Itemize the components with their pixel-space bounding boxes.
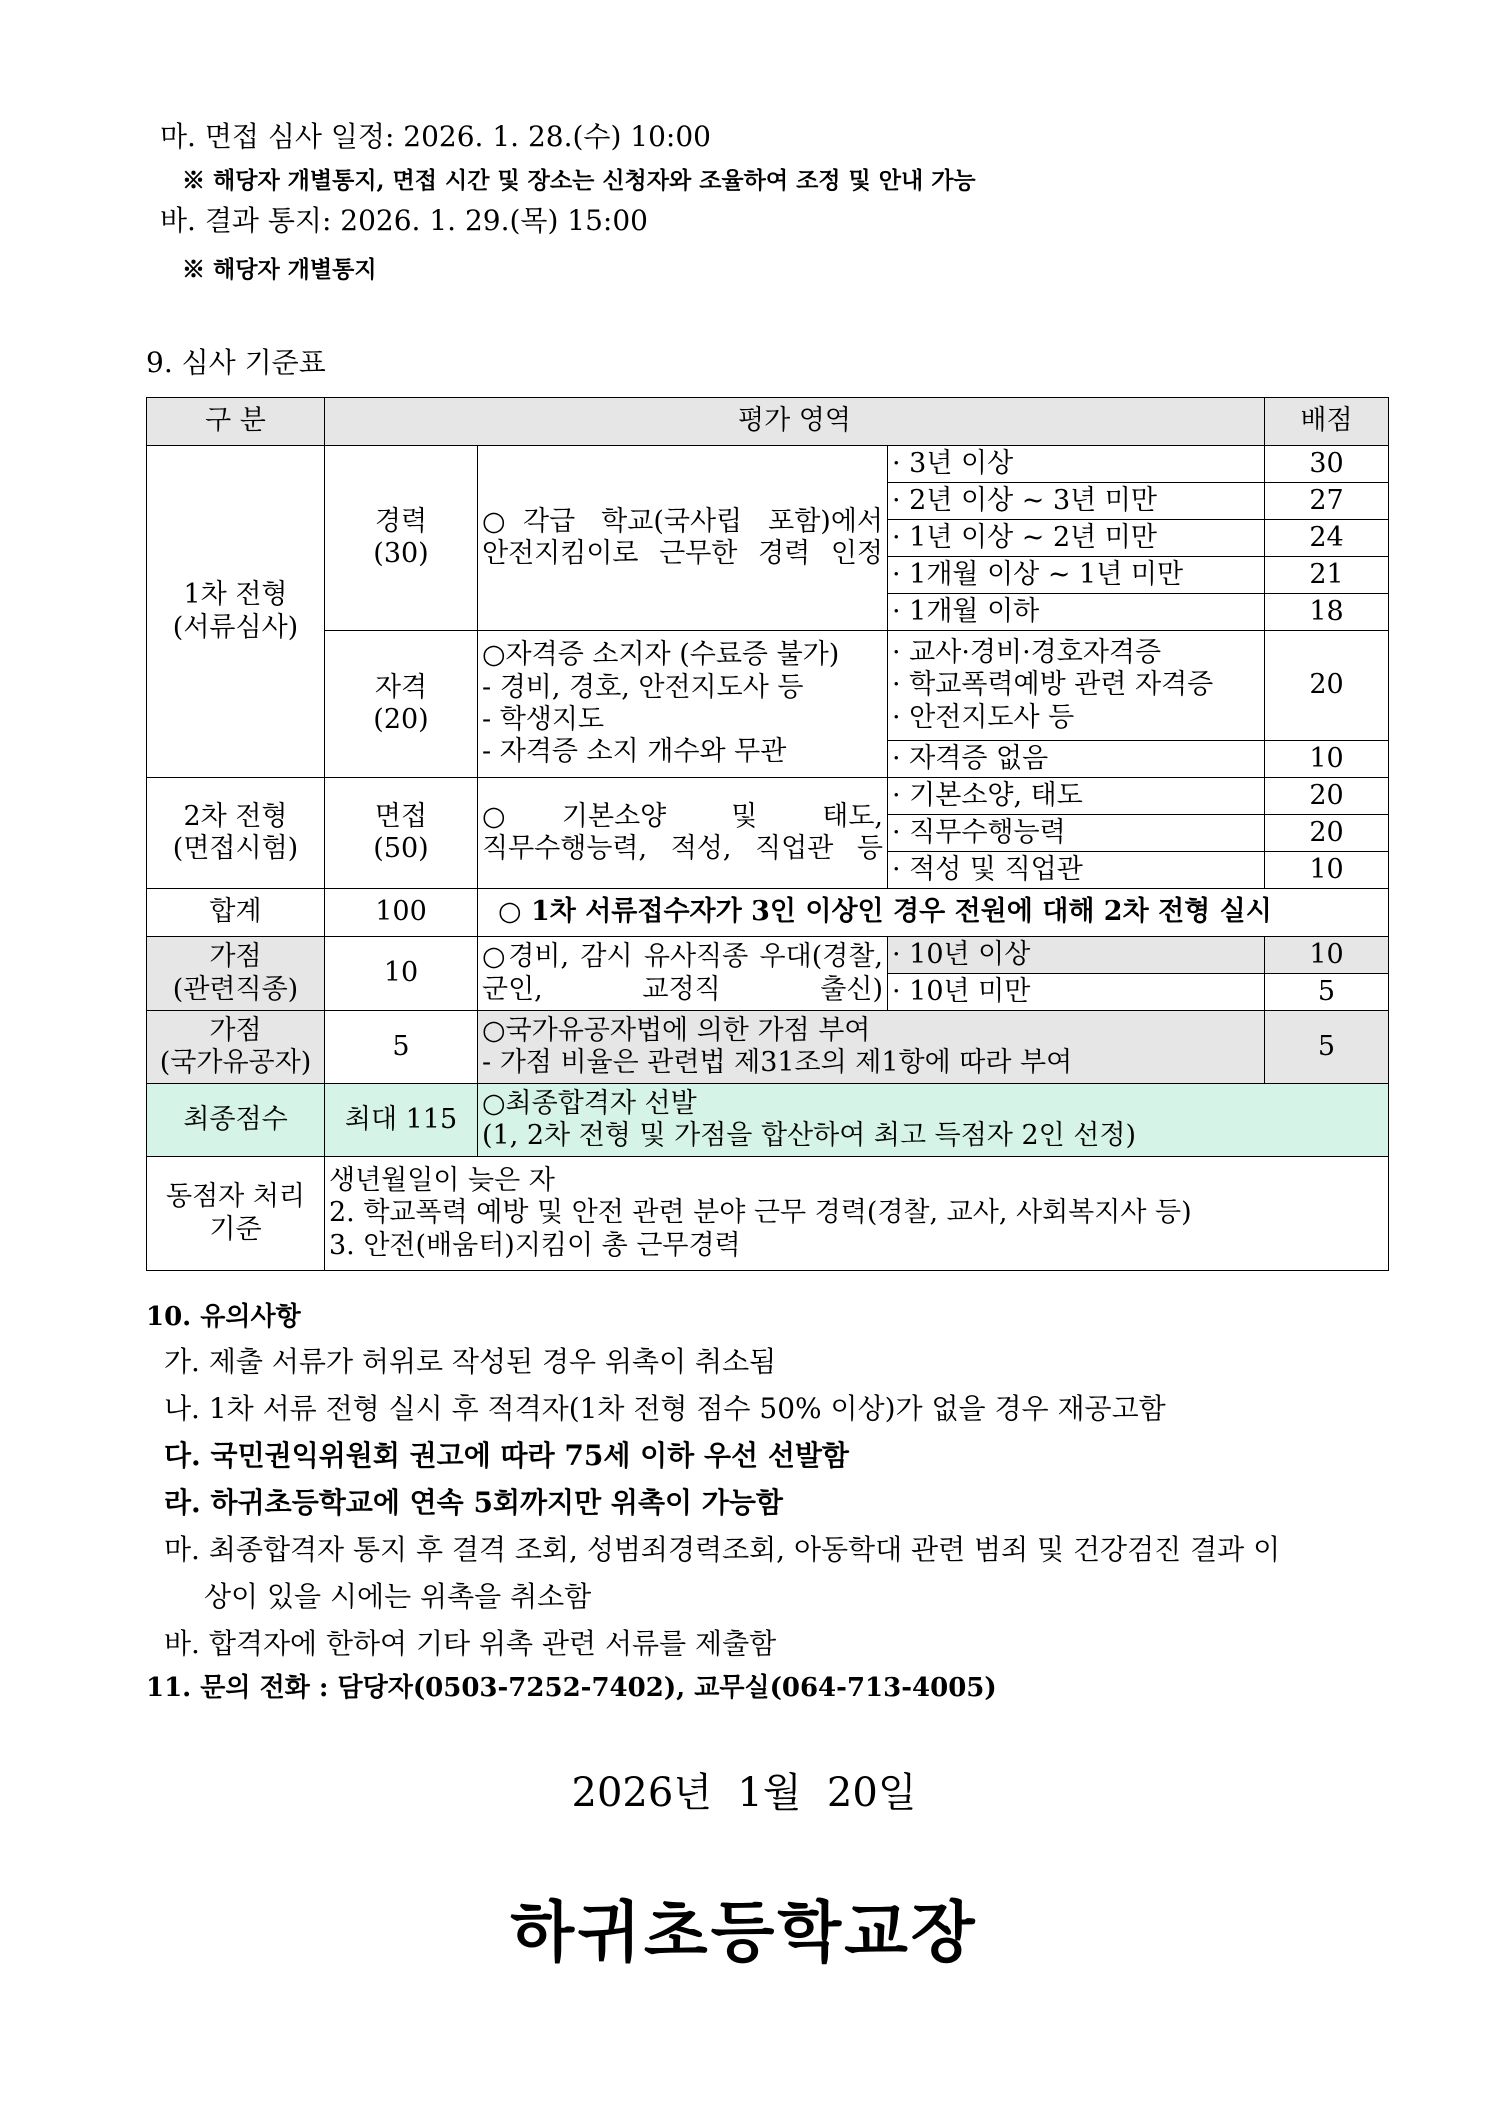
- interview-item: · 직무수행능력: [888, 815, 1265, 852]
- interview-score: 10: [1265, 852, 1389, 889]
- bonus-merit-desc: ○국가유공자법에 의한 가점 부여 - 가점 비율은 관련법 제31조의 제1항에 따라 부여: [478, 1011, 1265, 1084]
- career-score: 30: [1265, 446, 1389, 483]
- bonus-job-value: 10: [325, 937, 478, 1011]
- note-item: 라. 하귀초등학교에 연속 5회까지만 위촉이 가능함: [164, 1486, 783, 1519]
- stage2-label: 2차 전형 (면접시험): [147, 778, 325, 889]
- note-item: 다. 국민권익위원회 권고에 따라 75세 이하 우선 선발함: [164, 1439, 849, 1472]
- final-value: 최대 115: [325, 1084, 478, 1157]
- interview-score: 20: [1265, 778, 1389, 815]
- contact-info: 11. 문의 전화 : 담당자(0503-7252-7402), 교무실(064-713-4005): [146, 1673, 997, 1703]
- career-score: 24: [1265, 520, 1389, 557]
- qual-score: 20: [1265, 631, 1389, 741]
- career-score: 27: [1265, 483, 1389, 520]
- interview-item: · 기본소양, 태도: [888, 778, 1265, 815]
- career-item: · 1년 이상 ~ 2년 미만: [888, 520, 1265, 557]
- interview-item: · 적성 및 직업관: [888, 852, 1265, 889]
- tie-label: 동점자 처리 기준: [147, 1157, 325, 1271]
- note-item: 마. 최종합격자 통지 후 결격 조회, 성범죄경력조회, 아동학대 관련 범죄 및 건강검진 결과 이: [164, 1533, 1281, 1566]
- interview-score: 20: [1265, 815, 1389, 852]
- principal-signature: 하귀초등학교장: [510, 1893, 978, 1971]
- bonus-job-item: · 10년 이상: [888, 937, 1265, 974]
- qual-score: 10: [1265, 741, 1389, 778]
- career-item: · 1개월 이하: [888, 594, 1265, 631]
- bonus-merit-label: 가점 (국가유공자): [147, 1011, 325, 1084]
- career-score: 18: [1265, 594, 1389, 631]
- interview-desc: ○기본소양 및 태도, 직무수행능력, 적성, 직업관 등: [478, 778, 888, 889]
- bonus-job-score: 10: [1265, 937, 1389, 974]
- final-desc: ○최종합격자 선발 (1, 2차 전형 및 가점을 합산하여 최고 득점자 2인 선정): [478, 1084, 1389, 1157]
- header-category: 구 분: [147, 398, 325, 446]
- interview-schedule: 마. 면접 심사 일정: 2026. 1. 28.(수) 10:00: [160, 120, 711, 153]
- criteria-table: [146, 397, 1389, 1271]
- career-item: · 3년 이상: [888, 446, 1265, 483]
- qual-label: 자격 (20): [325, 631, 478, 778]
- interview-label: 면접 (50): [325, 778, 478, 889]
- bonus-job-score: 5: [1265, 974, 1389, 1011]
- total-value: 100: [325, 889, 478, 937]
- note-item: 바. 합격자에 한하여 기타 위촉 관련 서류를 제출함: [164, 1627, 777, 1660]
- stage1-label: 1차 전형 (서류심사): [147, 446, 325, 778]
- final-label: 최종점수: [147, 1084, 325, 1157]
- career-desc: ○각급 학교(국사립 포함)에서 안전지킴이로 근무한 경력 인정: [478, 446, 888, 631]
- note-item: 상이 있을 시에는 위촉을 취소함: [204, 1580, 592, 1613]
- section10-title: 10. 유의사항: [146, 1302, 301, 1332]
- total-note: ○ 1차 서류접수자가 3인 이상인 경우 전원에 대해 2차 전형 실시: [478, 889, 1389, 937]
- career-item: · 2년 이상 ~ 3년 미만: [888, 483, 1265, 520]
- section9-title: 9. 심사 기준표: [146, 346, 326, 379]
- bonus-job-item: · 10년 미만: [888, 974, 1265, 1011]
- qual-desc: ○자격증 소지자 (수료증 불가) - 경비, 경호, 안전지도사 등 - 학생지도 - 자격증 소지 개수와 무관: [478, 631, 888, 778]
- bonus-merit-value: 5: [325, 1011, 478, 1084]
- bonus-job-label: 가점 (관련직종): [147, 937, 325, 1011]
- header-area: 평가 영역: [325, 398, 1265, 446]
- note-item: 나. 1차 서류 전형 실시 후 적격자(1차 전형 점수 50% 이상)가 없을 경우 재공고함: [164, 1392, 1166, 1425]
- result-notice: 바. 결과 통지: 2026. 1. 29.(목) 15:00: [160, 204, 648, 237]
- result-note: ※ 해당자 개별통지: [182, 256, 377, 283]
- qual-item: · 자격증 없음: [888, 741, 1265, 778]
- total-label: 합계: [147, 889, 325, 937]
- bonus-job-desc: ○경비, 감시 유사직종 우대(경찰, 군인, 교정직 출신): [478, 937, 888, 1011]
- bonus-merit-score: 5: [1265, 1011, 1389, 1084]
- interview-note: ※ 해당자 개별통지, 면접 시간 및 장소는 신청자와 조율하여 조정 및 안내 가능: [182, 167, 976, 194]
- career-score: 21: [1265, 557, 1389, 594]
- header-score: 배점: [1265, 398, 1389, 446]
- qual-item: · 교사·경비·경호자격증 · 학교폭력예방 관련 자격증 · 안전지도사 등: [888, 631, 1265, 741]
- career-label: 경력 (30): [325, 446, 478, 631]
- career-item: · 1개월 이상 ~ 1년 미만: [888, 557, 1265, 594]
- document-date: 2026년 1월 20일: [571, 1770, 917, 1816]
- note-item: 가. 제출 서류가 허위로 작성된 경우 위촉이 취소됨: [164, 1345, 777, 1378]
- tie-desc: 생년월일이 늦은 자 2. 학교폭력 예방 및 안전 관련 분야 근무 경력(경찰, 교사, 사회복지사 등) 3. 안전(배움터)지킴이 총 근무경력: [325, 1157, 1389, 1271]
